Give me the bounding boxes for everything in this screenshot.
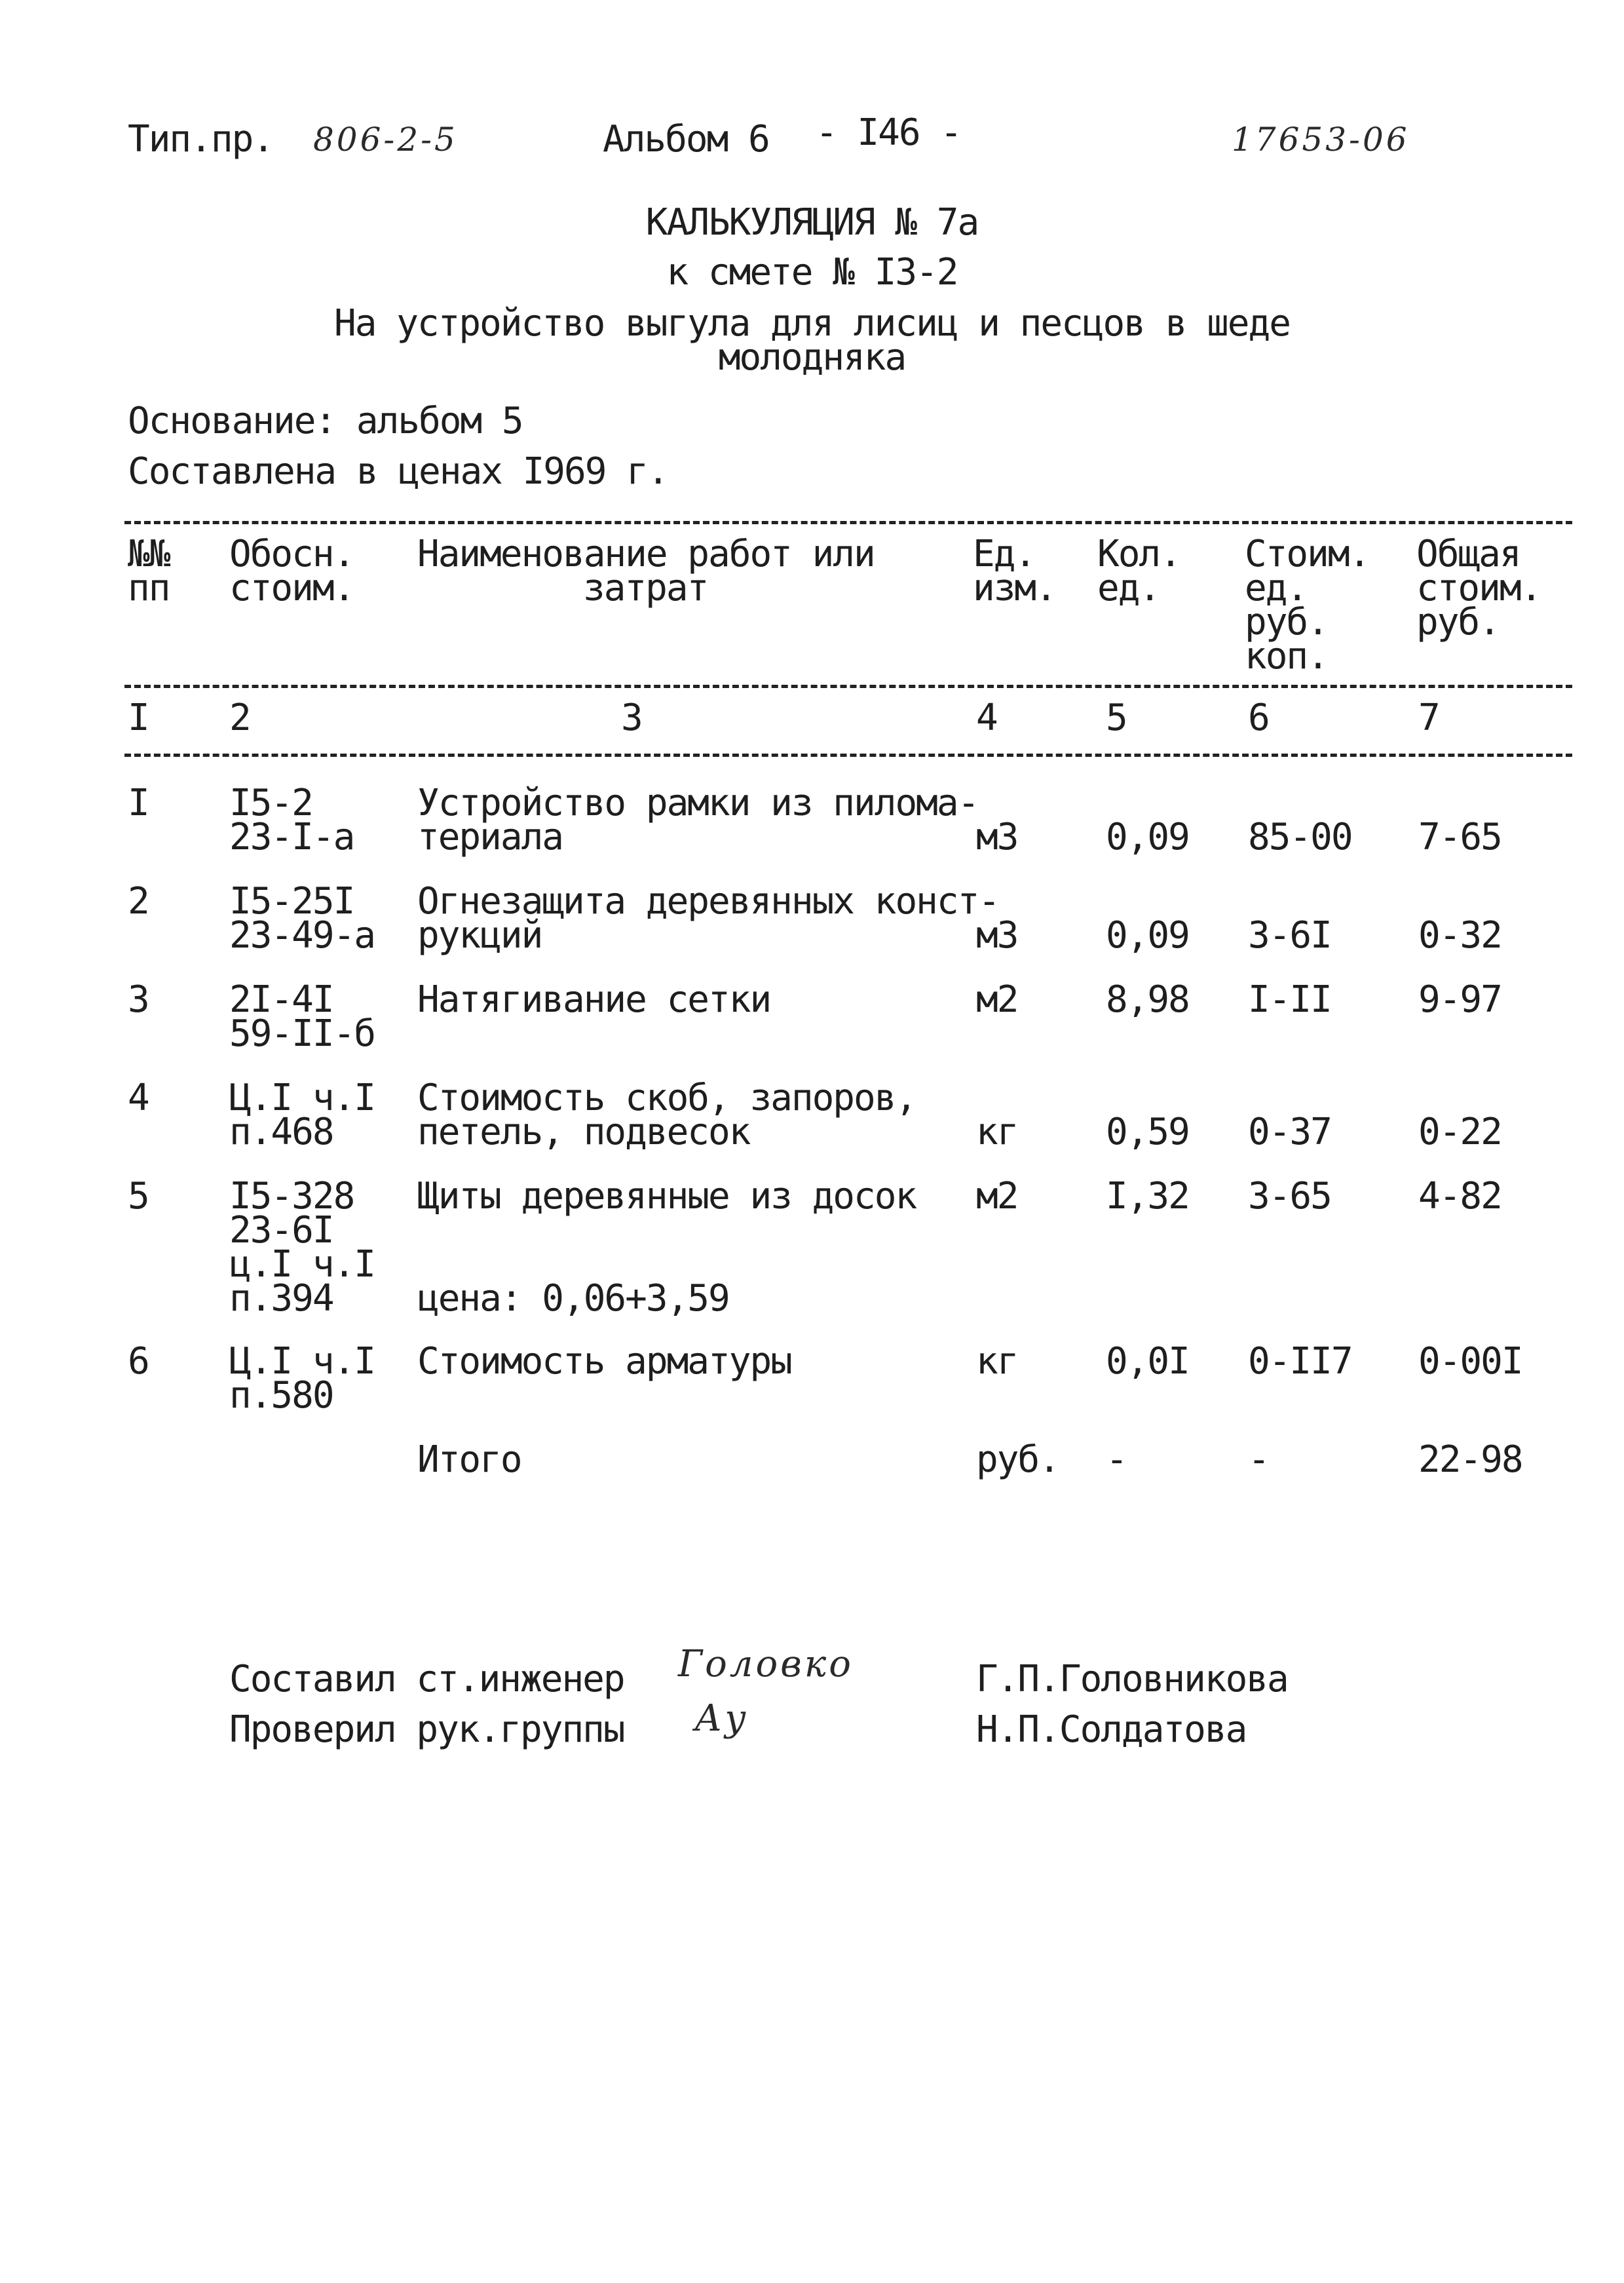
row-basis: п.580 <box>229 1374 333 1417</box>
row-unit: кг <box>976 1340 1018 1383</box>
row-price: 3-65 <box>1248 1175 1331 1218</box>
header-album: Альбом 6 <box>603 118 769 161</box>
col-number: 4 <box>976 697 997 739</box>
row-name: Стоимость арматуры <box>417 1340 791 1383</box>
row-name: Огнезащита деревянных конст- <box>417 880 1000 923</box>
header-c6-line4: коп. <box>1245 635 1328 678</box>
row-basis: 2I-4I <box>229 978 333 1021</box>
row-unit: кг <box>976 1111 1018 1153</box>
doc-basis: Основание: альбом 5 <box>128 400 523 442</box>
row-number: 2 <box>128 880 149 923</box>
header-c4-line1: Ед. <box>973 533 1036 575</box>
header-code: 17653-06 <box>1232 121 1410 159</box>
total-unit: руб. <box>976 1438 1059 1481</box>
header-c3-line2: затрат <box>583 567 708 609</box>
row-number: 5 <box>128 1175 149 1218</box>
row-qty: 0,59 <box>1106 1111 1189 1153</box>
row-qty: 0,09 <box>1106 914 1189 957</box>
doc-prices: Составлена в ценах I969 г. <box>128 450 668 493</box>
total-value: 22-98 <box>1418 1438 1522 1481</box>
row-qty: I,32 <box>1106 1175 1189 1218</box>
checked-by-label: Проверил рук.группы <box>229 1708 624 1751</box>
composed-by-label: Составил ст.инженер <box>229 1658 624 1700</box>
doc-purpose-line2: молодняка <box>718 336 906 379</box>
row-total: 0-00I <box>1418 1340 1522 1383</box>
row-basis: 23-6I <box>229 1209 333 1252</box>
row-basis: I5-25I <box>229 880 354 923</box>
row-price: 3-6I <box>1248 914 1331 957</box>
row-qty: 8,98 <box>1106 978 1189 1021</box>
col-number: 7 <box>1418 697 1439 739</box>
header-c1-line2: пп <box>128 567 170 609</box>
header-tip-number: 806-2-5 <box>313 121 458 159</box>
row-price: I-II <box>1248 978 1331 1021</box>
col-number: I <box>128 697 149 739</box>
col-number: 3 <box>621 697 642 739</box>
row-unit: м3 <box>976 914 1018 957</box>
row-number: I <box>128 782 149 824</box>
row-basis: п.394 <box>229 1277 333 1320</box>
header-c5-line2: ед. <box>1097 567 1160 609</box>
col-number: 6 <box>1248 697 1269 739</box>
row-basis: 59-II-б <box>229 1012 375 1055</box>
row-basis: 23-49-а <box>229 914 375 957</box>
header-page-number: - I46 - <box>816 111 962 154</box>
row-number: 4 <box>128 1077 149 1119</box>
row-name: Устройство рамки из пилома- <box>417 782 979 824</box>
checked-by-signature: Ау <box>694 1697 749 1740</box>
row-qty: 0,09 <box>1106 816 1189 858</box>
col-number: 2 <box>229 697 250 739</box>
row-basis: I5-2 <box>229 782 312 824</box>
row-total: 7-65 <box>1418 816 1501 858</box>
header-tip-label: Тип.пр. <box>128 118 274 161</box>
row-price: 0-37 <box>1248 1111 1331 1153</box>
total-qty: - <box>1106 1438 1127 1481</box>
row-unit: м2 <box>976 1175 1018 1218</box>
header-c7-line1: Общая <box>1416 533 1520 575</box>
total-price: - <box>1248 1438 1269 1481</box>
row-total: 9-97 <box>1418 978 1501 1021</box>
header-c1-line1: №№ <box>128 533 170 575</box>
header-c2-line2: стоим. <box>229 567 354 609</box>
header-c6-line3: руб. <box>1245 601 1328 643</box>
doc-purpose-line1: На устройство выгула для лисиц и песцов в шеде <box>334 302 1290 345</box>
row-qty: 0,0I <box>1106 1340 1189 1383</box>
doc-subtitle: к смете № I3-2 <box>666 251 958 294</box>
row-total: 4-82 <box>1418 1175 1501 1218</box>
composed-by-name: Г.П.Головникова <box>976 1658 1288 1700</box>
row-name: Стоимость скоб, запоров, <box>417 1077 916 1119</box>
row-price: 0-II7 <box>1248 1340 1352 1383</box>
row-total: 0-22 <box>1418 1111 1501 1153</box>
row-name: Натягивание сетки <box>417 978 771 1021</box>
row-name: рукций <box>417 914 542 957</box>
composed-by-signature: Головко <box>678 1643 854 1685</box>
row-name: териала <box>417 816 563 858</box>
total-label: Итого <box>417 1438 521 1481</box>
doc-title: КАЛЬКУЛЯЦИЯ № 7а <box>645 201 979 244</box>
header-c7-line2: стоим. <box>1416 567 1541 609</box>
table-body-rule <box>124 754 1572 757</box>
header-c3-line1: Наименование работ или <box>417 533 875 575</box>
row-price: 85-00 <box>1248 816 1352 858</box>
row-basis: Ц.I ч.I <box>229 1340 375 1383</box>
row-unit: м3 <box>976 816 1018 858</box>
row-price-note: цена: 0,06+3,59 <box>417 1277 729 1320</box>
row-name: Щиты деревянные из досок <box>417 1175 916 1218</box>
row-unit: м2 <box>976 978 1018 1021</box>
header-c6-line1: Стоим. <box>1245 533 1370 575</box>
row-basis: п.468 <box>229 1111 333 1153</box>
table-top-rule <box>124 521 1572 524</box>
checked-by-name: Н.П.Солдатова <box>976 1708 1247 1751</box>
header-c6-line2: ед. <box>1245 567 1308 609</box>
header-c2-line1: Обосн. <box>229 533 354 575</box>
row-basis: 23-I-а <box>229 816 354 858</box>
row-basis: ц.I ч.I <box>229 1243 375 1286</box>
header-c7-line3: руб. <box>1416 601 1500 643</box>
header-c4-line2: изм. <box>973 567 1056 609</box>
row-number: 6 <box>128 1340 149 1383</box>
row-name: петель, подвесок <box>417 1111 750 1153</box>
row-basis: Ц.I ч.I <box>229 1077 375 1119</box>
row-number: 3 <box>128 978 149 1021</box>
header-c5-line1: Кол. <box>1097 533 1180 575</box>
col-number: 5 <box>1106 697 1127 739</box>
row-total: 0-32 <box>1418 914 1501 957</box>
table-header-rule <box>124 685 1572 688</box>
row-basis: I5-328 <box>229 1175 354 1218</box>
